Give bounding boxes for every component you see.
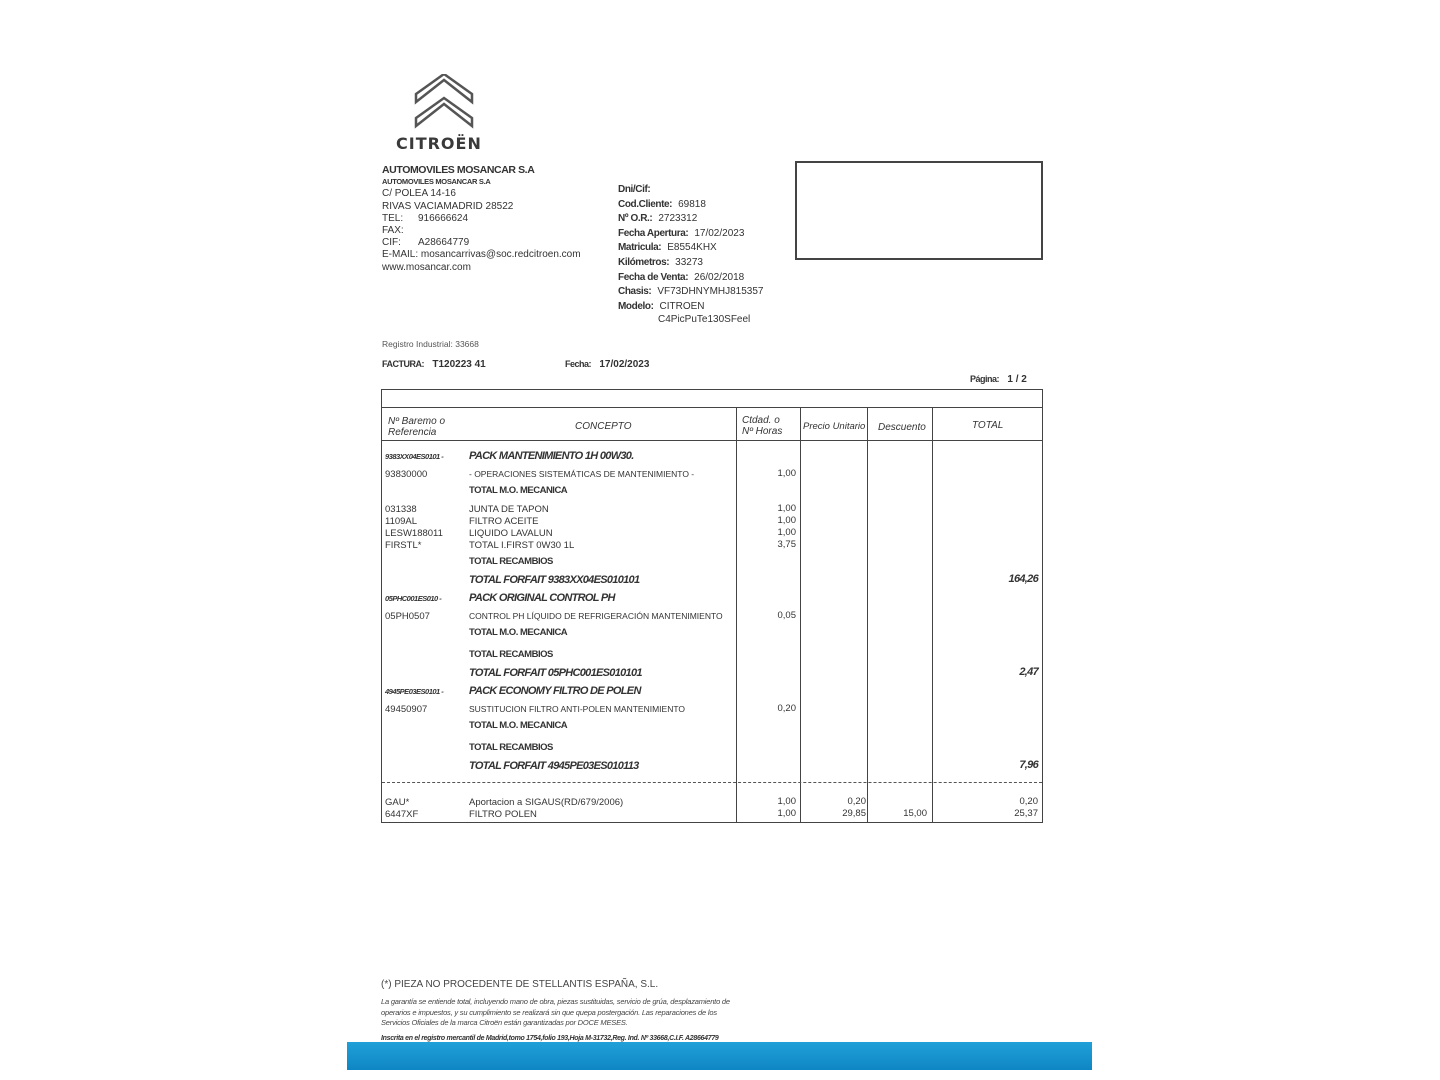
row-concepto: PACK ECONOMY FILTRO DE POLEN [469, 685, 641, 697]
row-concepto: PACK MANTENIMIENTO 1H 00W30. [469, 450, 634, 462]
company-fax: FAX: [382, 225, 404, 237]
column-divider [867, 408, 868, 822]
row-concepto: PACK ORIGINAL CONTROL PH [469, 592, 615, 604]
invoice-date: Fecha: 17/02/2023 [565, 359, 650, 370]
row-concepto: TOTAL FORFAIT 05PHC001ES010101 [469, 667, 642, 679]
row-concepto: LIQUIDO LAVALUN [469, 528, 553, 539]
row-concepto: TOTAL RECAMBIOS [469, 649, 553, 660]
row-ref: 49450907 [385, 704, 428, 715]
footer-blue-bar [347, 1042, 1092, 1070]
page-number: Página: 1 / 2 [970, 374, 1027, 385]
dni-row: Dni/Cif: [618, 184, 651, 195]
row-ref: 05PH0507 [385, 611, 430, 622]
registro-industrial: Registro Industrial: 33668 [382, 339, 479, 349]
row-ref: 1109AL [385, 516, 418, 527]
customer-info [618, 183, 764, 326]
table-header-divider [382, 440, 1042, 441]
row-total: 2,47 [1019, 666, 1038, 678]
row-ref: 9383XX04ES0101 - [385, 452, 444, 461]
header-precio: Precio Unitario [803, 421, 866, 432]
citroen-chevrons-icon [413, 74, 475, 132]
row-concepto: TOTAL M.O. MECANICA [469, 485, 568, 496]
table-top-bar [382, 390, 1042, 408]
fecha-apertura-row: Fecha Apertura: 17/02/2023 [618, 227, 745, 239]
row-qty: 1,00 [777, 515, 796, 526]
header-concepto: CONCEPTO [575, 421, 632, 432]
row-qty: 0,05 [777, 610, 796, 621]
row-concepto: FILTRO POLEN [469, 809, 537, 820]
table-dashed-separator [382, 782, 1042, 783]
row-qty: 1,00 [777, 808, 796, 819]
company-cif: CIF: A28664779 [382, 237, 470, 249]
row-precio: 29,85 [842, 808, 866, 819]
header-cantidad: Ctdad. o Nº Horas [742, 415, 783, 437]
row-total: 7,96 [1019, 759, 1038, 771]
company-email: E-MAIL: mosancarrivas@soc.redcitroen.com [382, 249, 581, 261]
row-concepto: TOTAL RECAMBIOS [469, 556, 553, 567]
company-name: AUTOMOVILES MOSANCAR S.A [382, 164, 535, 176]
row-ref: 93830000 [385, 469, 428, 480]
column-divider [932, 408, 933, 822]
matricula-row: Matricula: E8554KHX [618, 242, 717, 254]
row-total: 0,20 [1019, 796, 1038, 807]
company-tel: TEL: 916666624 [382, 212, 469, 224]
row-concepto: TOTAL FORFAIT 9383XX04ES010101 [469, 574, 640, 586]
row-concepto: SUSTITUCION FILTRO ANTI-POLEN MANTENIMIENTO [469, 704, 685, 714]
row-concepto: CONTROL PH LÍQUIDO DE REFRIGERACIÓN MANTENIMIENTO [469, 611, 723, 621]
row-qty: 1,00 [777, 796, 796, 807]
header-total: TOTAL [972, 420, 1004, 431]
fecha-venta-row: Fecha de Venta: 26/02/2018 [618, 271, 745, 283]
kilometros-row: Kilómetros: 33273 [618, 256, 703, 268]
or-row: Nº O.R.: 2723312 [618, 213, 698, 225]
row-descuento: 15,00 [903, 808, 927, 819]
footer-registry: Inscrita en el registro mercantil de Madrid,tomo 1754,folio 193,Hoja M-31732,Reg. Ind. Nº 33668,C.I.F. A28664779 [381, 1035, 719, 1042]
row-qty: 1,00 [777, 527, 796, 538]
row-qty: 1,00 [777, 468, 796, 479]
row-ref: 05PHC001ES010 - [385, 594, 442, 603]
modelo-row: Modelo: CITROEN [618, 300, 705, 312]
cod-cliente-row: Cod.Cliente: 69818 [618, 198, 706, 210]
address-box [795, 161, 1043, 260]
header-ref: Nº Baremo o Referencia [388, 416, 446, 438]
row-concepto: Aportacion a SIGAUS(RD/679/2006) [469, 797, 624, 808]
citroen-logo [393, 74, 497, 132]
row-precio: 0,20 [847, 796, 866, 807]
company-name-small: AUTOMOVILES MOSANCAR S.A [382, 177, 491, 187]
factura-number: FACTURA: T120223 41 [382, 359, 486, 370]
row-qty: 0,20 [777, 703, 796, 714]
footer-guarantee: La garantía se entiende total, incluyendo mano de obra, piezas sustituidas, servicio de grúa, desplazamiento de operarios e impuestos, y su cumplimiento se realizará sin que quepa postergación. Las reparaciones de los Servicios Oficiales de la marca Citroën están garantizadas por DOCE MESES. [381, 997, 730, 1027]
row-ref: 031338 [385, 504, 417, 515]
row-concepto: - OPERACIONES SISTEMÁTICAS DE MANTENIMIENTO - [469, 469, 695, 479]
modelo-row-2: C4PicPuTe130SFeel [658, 314, 751, 326]
company-street: C/ POLEA 14-16 [382, 188, 456, 200]
header-descuento: Descuento [878, 422, 926, 433]
row-ref: 4945PE03ES0101 - [385, 687, 444, 696]
row-ref: LESW188011 [385, 528, 443, 539]
row-concepto: JUNTA DE TAPON [469, 504, 549, 515]
chasis-row: Chasis: VF73DHNYMHJ815357 [618, 286, 764, 298]
row-ref: FIRSTL* [385, 540, 422, 551]
row-qty: 3,75 [777, 539, 796, 550]
company-city: RIVAS VACIAMADRID 28522 [382, 200, 514, 212]
row-total: 164,26 [1008, 573, 1038, 585]
row-concepto: TOTAL I.FIRST 0W30 1L [469, 540, 575, 551]
row-total: 25,37 [1014, 808, 1038, 819]
company-web: www.mosancar.com [382, 261, 471, 273]
row-ref: 6447XF [385, 809, 419, 820]
row-ref: GAU* [385, 797, 410, 808]
row-concepto: FILTRO ACEITE [469, 516, 539, 527]
row-qty: 1,00 [777, 503, 796, 514]
row-concepto: TOTAL FORFAIT 4945PE03ES010113 [469, 760, 639, 772]
row-concepto: TOTAL M.O. MECANICA [469, 720, 568, 731]
row-concepto: TOTAL M.O. MECANICA [469, 627, 568, 638]
row-concepto: TOTAL RECAMBIOS [469, 742, 553, 753]
brand-name: CITROËN [396, 134, 482, 153]
column-divider [800, 408, 801, 822]
footer-note: (*) PIEZA NO PROCEDENTE DE STELLANTIS ESPAÑA, S.L. [381, 979, 659, 990]
company-info [382, 164, 581, 274]
